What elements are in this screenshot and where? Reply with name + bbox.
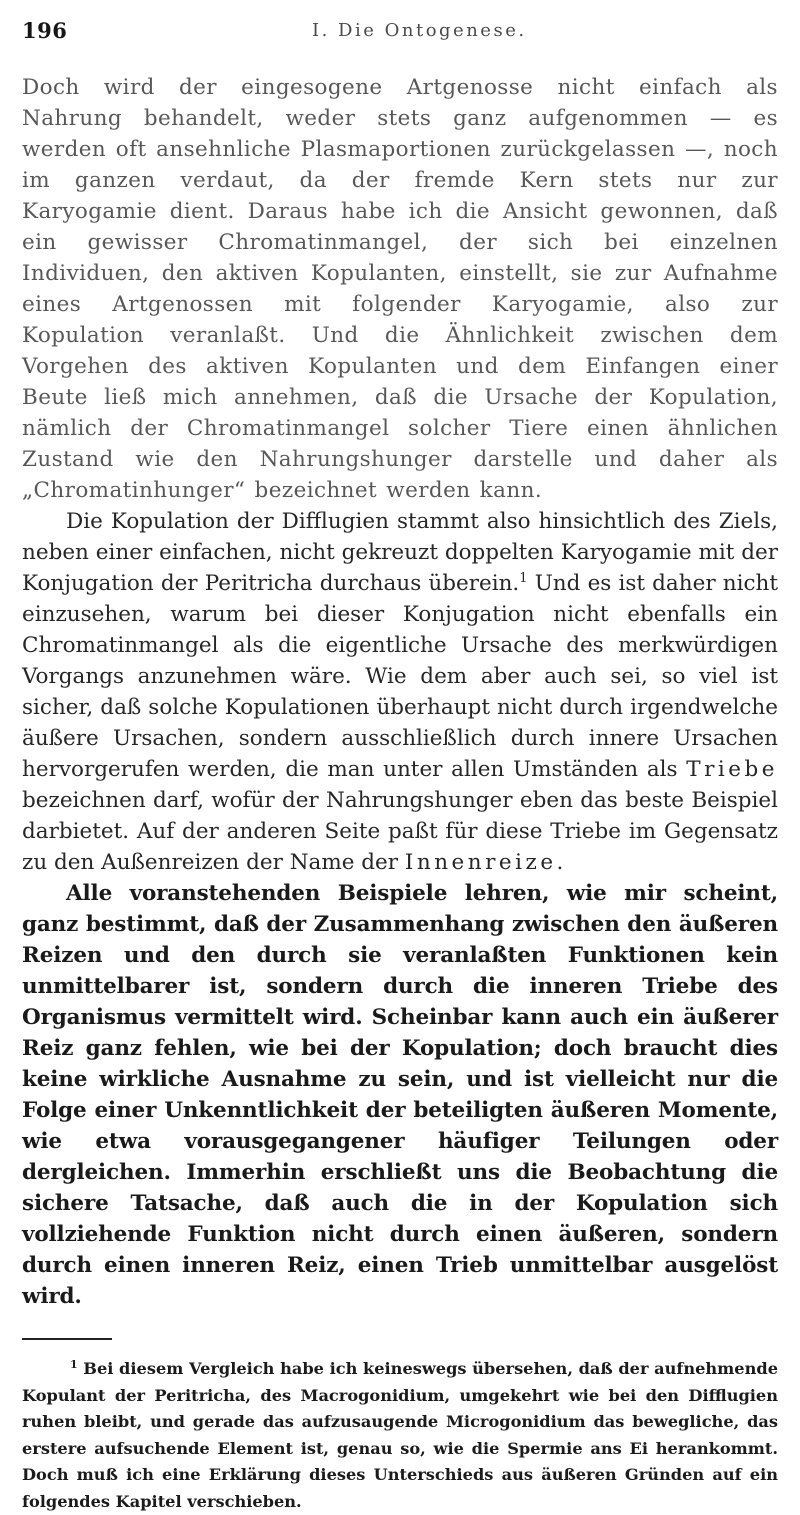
paragraph-3: Alle voranstehenden Beispiele lehren, wie mir scheint, ganz bestimmt, daß der Zusammenhang zwischen den äußeren Reizen und den durch sie veranlaßten Funktionen kein unmittelbarer ist, sondern durch die inneren Triebe des Organismus vermittelt wird. Scheinbar kann auch ein äußerer Reiz ganz fehlen, wie bei der Kopulation; doch braucht dies keine wirkliche Ausnahme zu sein, und ist vielleicht nur die Folge einer Unkenntlichkeit der beteiligten äußeren Momente, wie etwa vorausgegangener häufiger Teilungen oder dergleichen. Immerhin erschließt uns die Beobachtung die sichere Tatsache, daß auch die in der Kopulation sich vollziehende Funktion nicht durch einen äußeren, sondern durch einen inneren Reiz, einen Trieb unmittelbar ausgelöst wird. — [22, 881, 778, 1309]
page-number: 196 — [22, 18, 68, 43]
emphasis-triebe: Triebe — [686, 757, 778, 782]
page-header — [22, 16, 778, 46]
paragraph-2-text: Die Kopulation der Difflugien stammt also hinsichtlich des Ziels, neben einer einfachen, nicht gekreuzt doppelten Karyogamie mit der Konjugation der Peritricha durchaus überein. — [22, 509, 778, 596]
footnote-reference[interactable]: 1 — [519, 571, 528, 586]
book-page — [22, 16, 778, 1515]
running-head: I. Die Ontogenese. — [312, 20, 527, 41]
body-text — [22, 72, 778, 1312]
paragraph-2 — [22, 506, 778, 878]
paragraph-1: Doch wird der eingesogene Artgenosse nicht einfach als Nahrung behandelt, weder stets ganz aufgenommen — es werden oft ansehnliche Plasmaportionen zurückgelassen —, noch im ganzen verdaut, da der fremde Kern stets nur zur Karyogamie dient. Daraus habe ich die Ansicht gewonnen, daß ein gewisser Chromatinmangel, der sich bei einzelnen Individuen, den aktiven Kopulanten, einstellt, sie zur Aufnahme eines Artgenossen mit folgender Karyogamie, also zur Kopulation veranlaßt. Und die Ähnlichkeit zwischen dem Vorgehen des aktiven Kopulanten und dem Einfangen einer Beute ließ mich annehmen, daß die Ursache der Kopulation, nämlich der Chromatinmangel solcher Tiere einen ähnlichen Zustand wie den Nahrungshunger darstelle und daher als „Chromatinhunger“ bezeichnet werden kann. — [22, 75, 778, 503]
paragraph-2-continuation-b: bezeichnen darf, wofür der Nahrungshunger eben das beste Beispiel darbietet. Auf der anderen Seite paßt für diese Triebe im Gegensatz zu den Außenreizen der Name der — [22, 788, 778, 875]
footnote-marker: 1 — [70, 1358, 78, 1371]
footnote — [22, 1356, 778, 1515]
paragraph-2-continuation: Und es ist daher nicht einzusehen, warum bei dieser Konjugation nicht ebenfalls ein Chromatinmangel als die eigentliche Ursache des merkwürdigen Vorgangs anzunehmen wäre. Wie dem aber auch sei, so viel ist sicher, daß solche Kopulationen überhaupt nicht durch irgendwelche äußere Ursachen, sondern ausschließlich durch innere Ursachen hervorgerufen werden, die man unter allen Umständen als — [22, 571, 778, 782]
footnote-text: Bei diesem Vergleich habe ich keineswegs übersehen, daß der aufnehmende Kopulant der Peritricha, des Macrogonidium, umgekehrt wie bei den Difflugien ruhen bleibt, und gerade das aufzusaugende Microgonidium das bewegliche, das erstere aufsuchende Element ist, genau so, wie die Spermie ans Ei herankommt. Doch muß ich eine Erklärung dieses Unterschieds aus äußeren Gründen auf ein folgendes Kapitel verschieben. — [22, 1359, 778, 1511]
emphasis-innenreize: Innenreize. — [404, 850, 567, 875]
footnote-rule — [22, 1338, 112, 1340]
